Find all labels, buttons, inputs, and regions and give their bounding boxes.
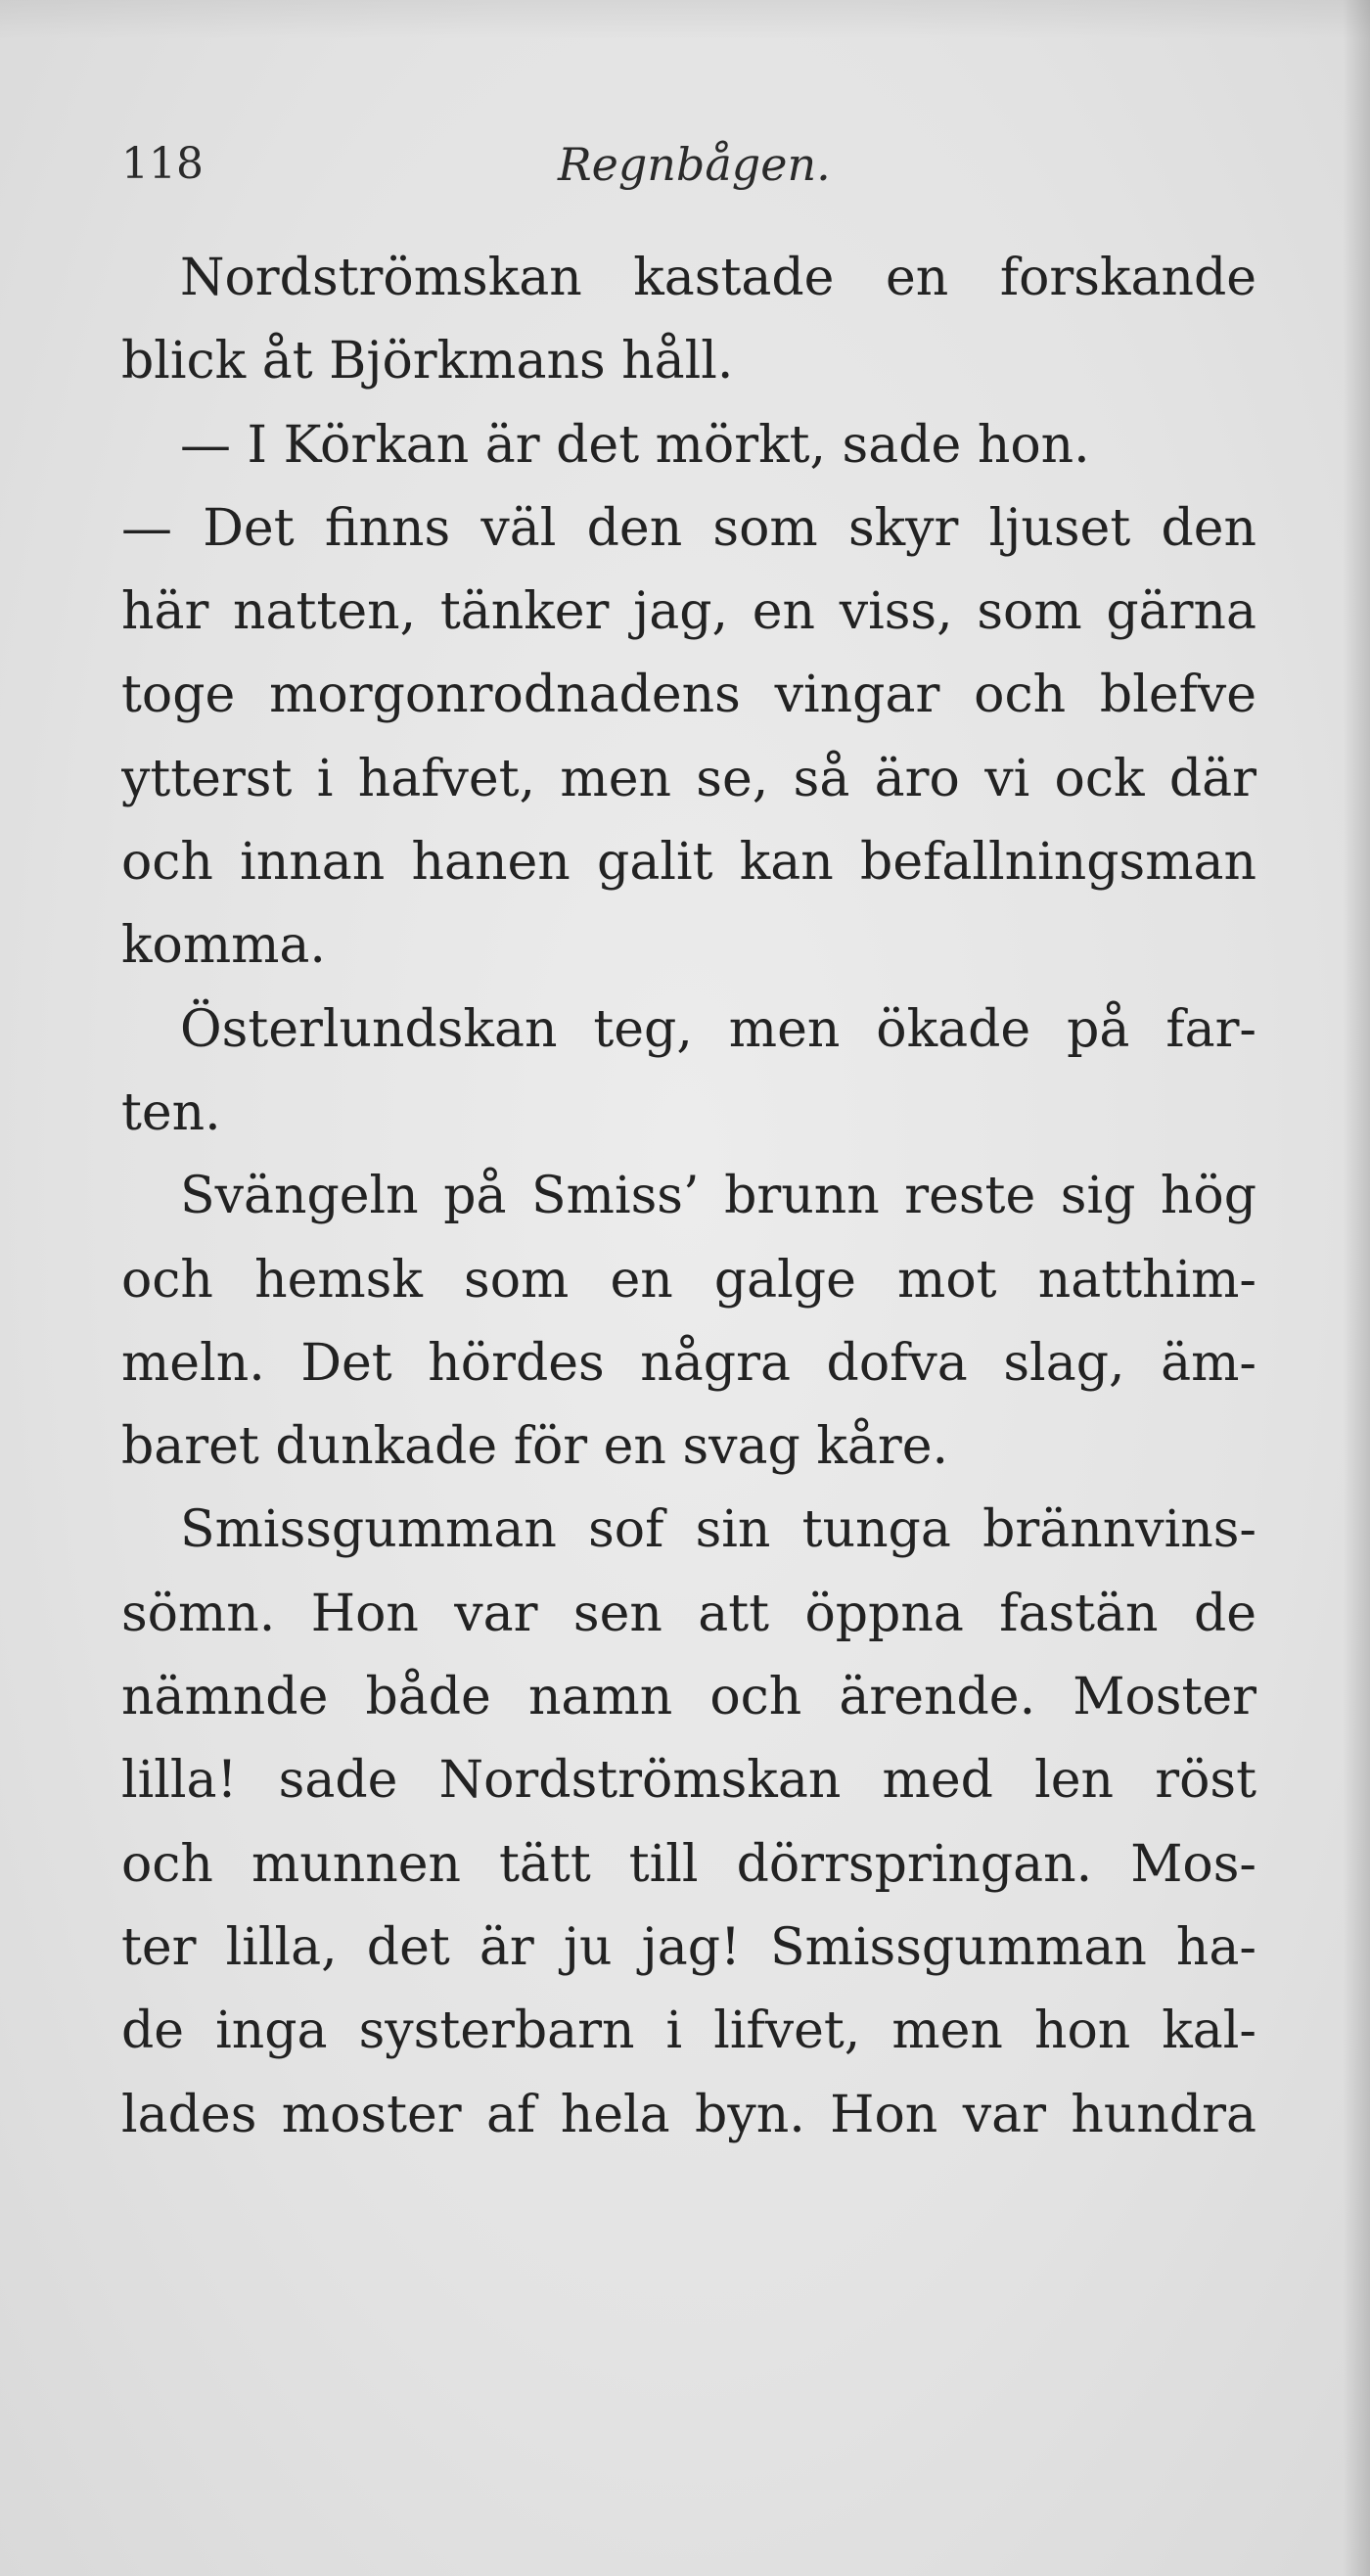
text-line: komma. (121, 916, 326, 976)
text-line: lades moster af hela byn. Hon var hundra (121, 2085, 1256, 2144)
text-line: Svängeln på Smiss’ brunn reste sig hög (180, 1167, 1256, 1226)
text-line: ten. (121, 1082, 221, 1142)
text-line: Nordströmskan kastade en forskande (180, 249, 1256, 307)
text-line: här natten, tänker jag, en viss, som gärna (121, 582, 1256, 642)
text-line: ytterst i hafvet, men se, så äro vi ock där (121, 749, 1256, 808)
text-line: baret dunkade för en svag kåre. (121, 1417, 948, 1477)
page-edge-shadow (1343, 0, 1370, 2576)
text-line: Österlundskan teg, men ökade på far- (180, 999, 1256, 1059)
text-line: meln. Det hördes några dofva slag, äm- (121, 1333, 1256, 1393)
text-line: blick åt Björkmans håll. (121, 332, 734, 391)
text-line: — I Körkan är det mörkt, sade hon. (180, 415, 1090, 475)
text-line: och innan hanen galit kan befallningsman (121, 833, 1256, 893)
page-header (121, 125, 1256, 204)
text-line: toge morgonrodnadens vingar och blefve (121, 666, 1256, 725)
page-number: 118 (121, 139, 204, 189)
running-title: Regnbågen. (558, 138, 831, 191)
text-line: Smissgumman sof sin tunga brännvins- (180, 1500, 1256, 1560)
text-line: de inga systerbarn i lifvet, men hon kal- (121, 2001, 1256, 2061)
page-top-shadow (0, 0, 1370, 39)
text-line: nämnde både namn och ärende. Moster (121, 1668, 1256, 1727)
text-line: — Det finns väl den som skyr ljuset den (121, 498, 1256, 558)
body-text (121, 237, 1256, 2157)
text-line: sömn. Hon var sen att öppna fastän de (121, 1584, 1256, 1643)
text-line: lilla! sade Nordströmskan med len röst (121, 1751, 1256, 1811)
text-line: ter lilla, det är ju jag! Smissgumman ha- (121, 1917, 1256, 1977)
text-line: och munnen tätt till dörrspringan. Mos- (121, 1834, 1256, 1894)
text-line: och hemsk som en galge mot natthim- (121, 1250, 1256, 1310)
